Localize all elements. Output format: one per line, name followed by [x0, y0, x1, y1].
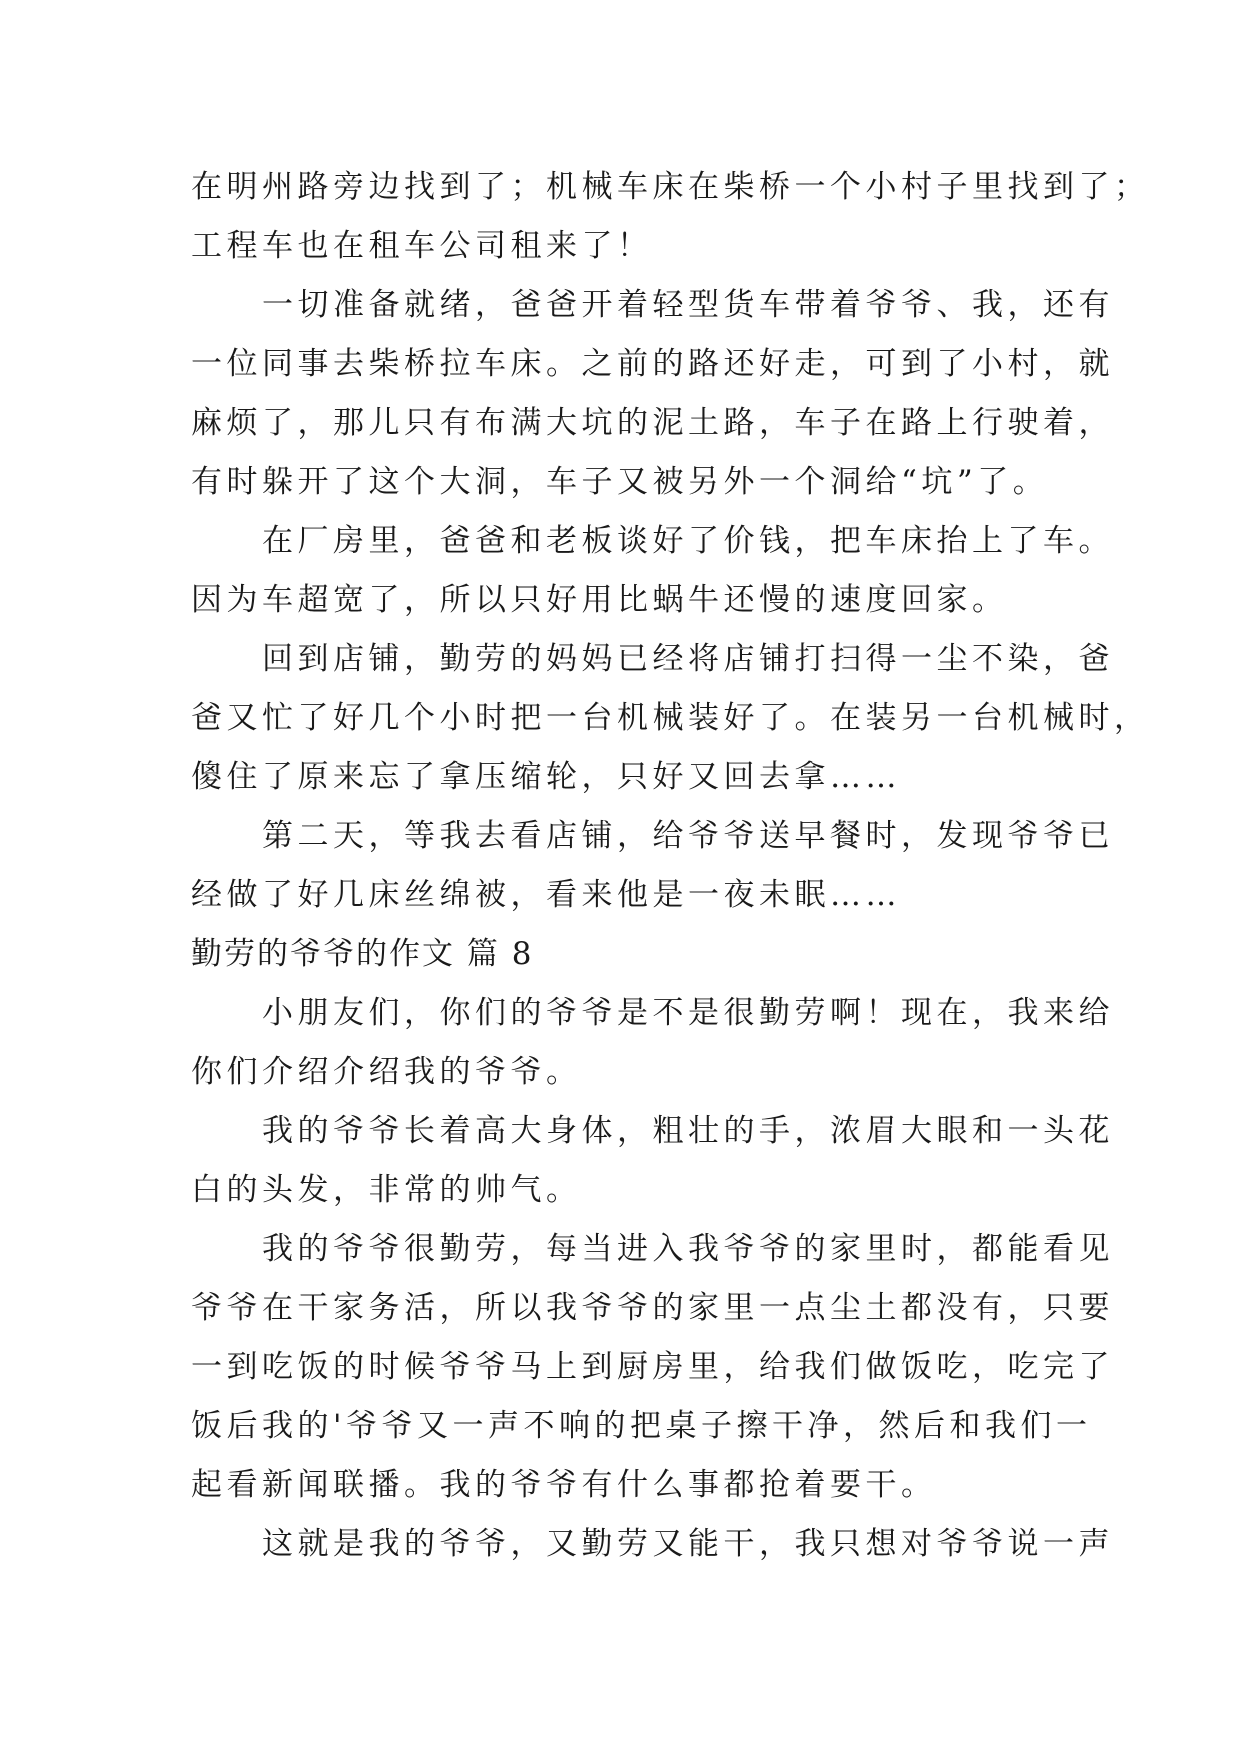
text-line: 经做了好几床丝绵被，看来他是一夜未眠…… [191, 877, 901, 913]
section-heading: 勤劳的爷爷的作文 篇 8 [191, 936, 534, 972]
paragraph-start-line: 我的爷爷很勤劳，每当进入我爷爷的家里时，都能看见 [191, 1231, 1114, 1267]
paragraph-start-line: 一切准备就绪，爸爸开着轻型货车带着爷爷、我，还有 [191, 287, 1114, 323]
paragraph-start-line: 第二天，等我去看店铺，给爷爷送早餐时，发现爷爷已 [191, 818, 1114, 854]
paragraph-start-line: 在厂房里，爸爸和老板谈好了价钱，把车床抬上了车。 [191, 523, 1114, 559]
paragraph-start-line: 我的爷爷长着高大身体，粗壮的手，浓眉大眼和一头花 [191, 1113, 1114, 1149]
text-line: 工程车也在租车公司租来了！ [191, 228, 653, 264]
paragraph-start-line: 这就是我的爷爷，又勤劳又能干，我只想对爷爷说一声 [191, 1526, 1114, 1562]
text-line: 你们介绍介绍我的爷爷。 [191, 1054, 582, 1090]
paragraph-start-line: 回到店铺，勤劳的妈妈已经将店铺打扫得一尘不染，爸 [191, 641, 1114, 677]
text-line: 麻烦了，那儿只有布满大坑的泥土路，车子在路上行驶着， [191, 405, 1114, 441]
text-line: 爸又忙了好几个小时把一台机械装好了。在装另一台机械时， [191, 700, 1150, 736]
text-line: 起看新闻联播。我的爷爷有什么事都抢着要干。 [191, 1467, 937, 1503]
text-line: 一到吃饭的时候爷爷马上到厨房里，给我们做饭吃，吃完了 [191, 1349, 1114, 1385]
text-line: 饭后我的'爷爷又一声不响的把桌子擦干净，然后和我们一 [191, 1408, 1092, 1444]
text-line: 因为车超宽了，所以只好用比蜗牛还慢的速度回家。 [191, 582, 1008, 618]
paragraph-start-line: 小朋友们，你们的爷爷是不是很勤劳啊！现在，我来给 [191, 995, 1114, 1031]
text-line: 在明州路旁边找到了；机械车床在柴桥一个小村子里找到了； [191, 169, 1150, 205]
text-line: 白的头发，非常的帅气。 [191, 1172, 582, 1208]
text-line: 爷爷在干家务活，所以我爷爷的家里一点尘土都没有，只要 [191, 1290, 1114, 1326]
text-line: 一位同事去柴桥拉车床。之前的路还好走，可到了小村，就 [191, 346, 1114, 382]
text-line: 傻住了原来忘了拿压缩轮，只好又回去拿…… [191, 759, 901, 795]
essay-text [191, 158, 1150, 1574]
text-line: 有时躲开了这个大洞，车子又被另外一个洞给“坑”了。 [191, 464, 1049, 500]
